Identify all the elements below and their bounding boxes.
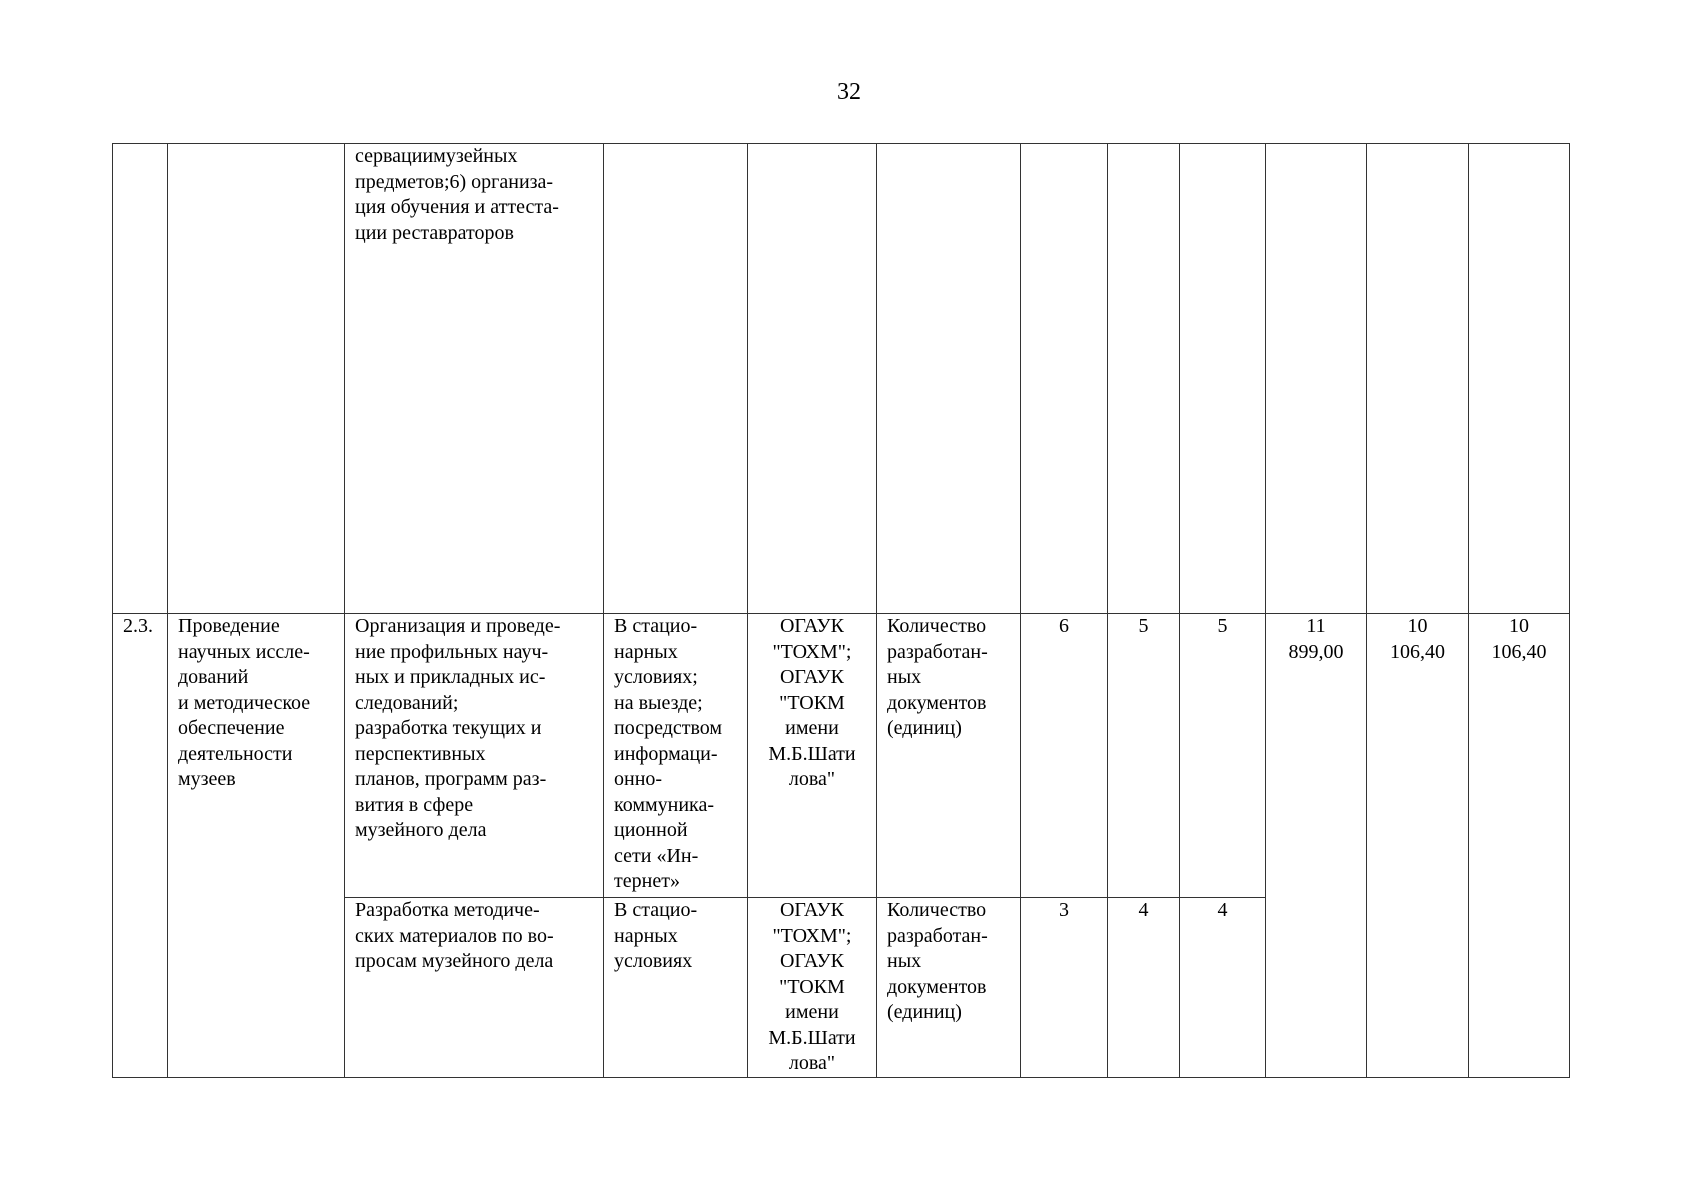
cell-conditions [604,144,748,614]
cell-indicator: Количество разработан- ных документов (единиц) [877,614,1021,898]
cell-executor: ОГАУК "ТОХМ"; ОГАУК "ТОКМ имени М.Б.Шати лова" [748,898,877,1078]
page-number: 32 [837,79,861,105]
cell-executor [748,144,877,614]
table-row-2-3-a [113,614,1570,898]
cell-conditions: В стацио- нарных условиях; на выезде; посредством информаци- онно- коммуника- ционной сети «Ин- тернет» [604,614,748,898]
cell-content: Организация и проведе- ние профильных науч- ных и прикладных ис- следований; разработка текущих и перспективных планов, программ раз- вития в сфере музейного дела [345,614,604,898]
cell-value-2: 5 [1108,614,1180,898]
data-table [112,143,1570,1078]
cell-total-2 [1367,144,1469,614]
cell-total-3 [1469,144,1570,614]
cell-name: Проведение научных иссле- дований и методическое обеспечение деятельности музеев [168,614,345,1078]
table-row-continuation [113,144,1570,614]
cell-indicator [877,144,1021,614]
cell-value-1 [1021,144,1108,614]
cell-executor: ОГАУК "ТОХМ"; ОГАУК "ТОКМ имени М.Б.Шати лова" [748,614,877,898]
cell-number: 2.3. [113,614,168,1078]
cell-content: Разработка методиче- ских материалов по во- просам музейного дела [345,898,604,1078]
cell-value-1: 3 [1021,898,1108,1078]
cell-value-2: 4 [1108,898,1180,1078]
cell-number [113,144,168,614]
cell-conditions: В стацио- нарных условиях [604,898,748,1078]
cell-value-3 [1180,144,1266,614]
cell-name [168,144,345,614]
cell-value-2 [1108,144,1180,614]
cell-value-3: 4 [1180,898,1266,1078]
cell-total-1: 11 899,00 [1266,614,1367,1078]
cell-total-3: 10 106,40 [1469,614,1570,1078]
cell-total-1 [1266,144,1367,614]
cell-total-2: 10 106,40 [1367,614,1469,1078]
cell-content: сервациимузейных предметов;6) организа- ция обучения и аттеста- ции реставраторов [345,144,604,614]
cell-value-1: 6 [1021,614,1108,898]
cell-value-3: 5 [1180,614,1266,898]
cell-indicator: Количество разработан- ных документов (единиц) [877,898,1021,1078]
